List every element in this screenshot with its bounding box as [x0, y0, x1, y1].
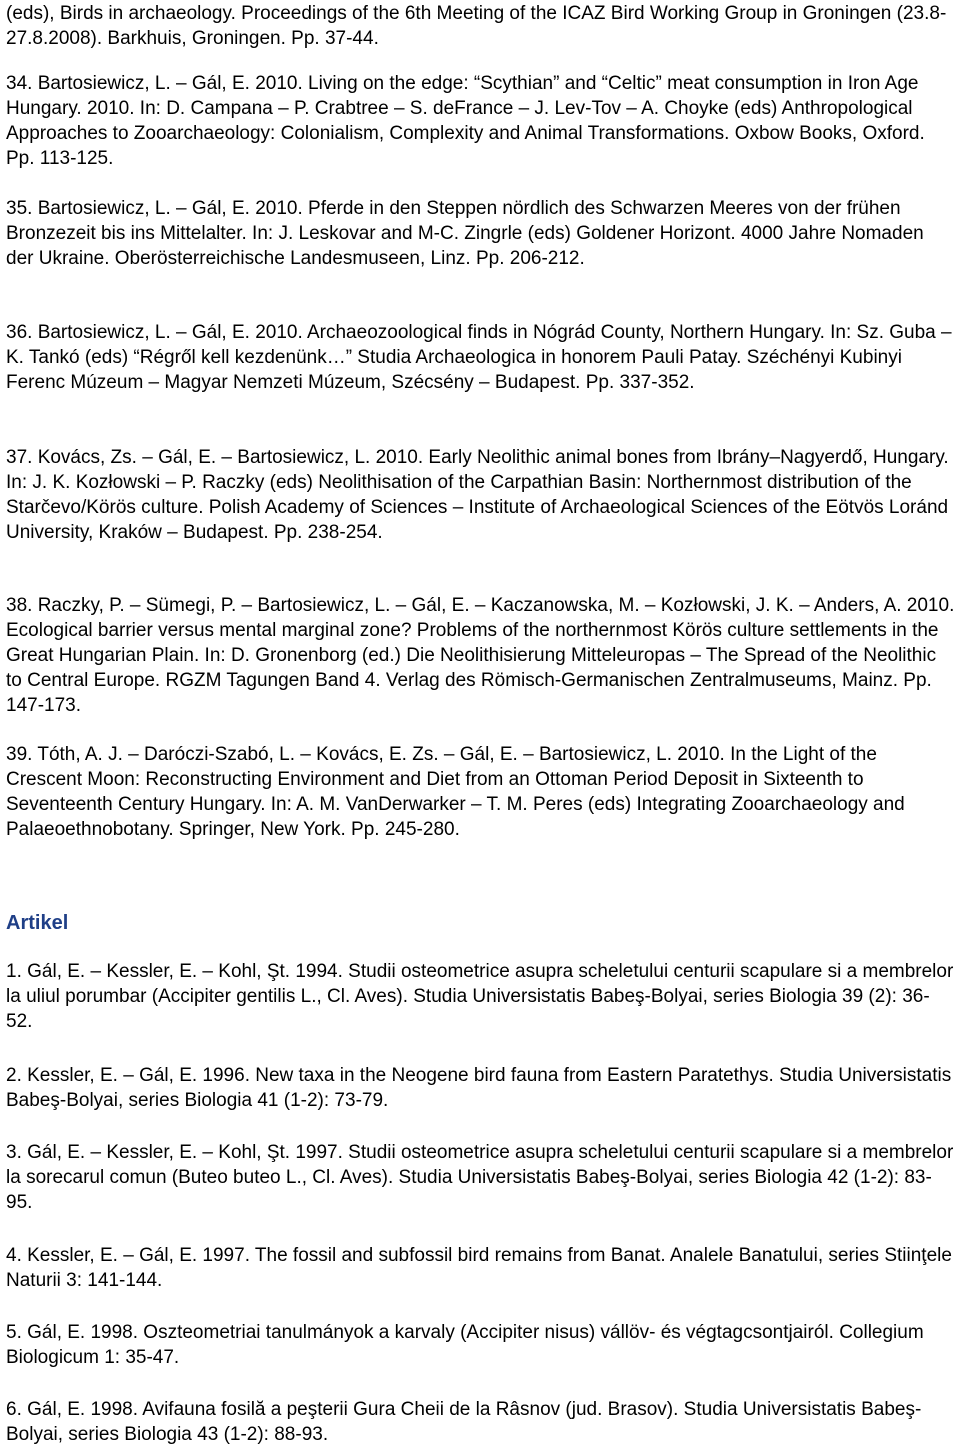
article-entry-4: 4. Kessler, E. – Gál, E. 1997. The fossil and subfossil bird remains from Banat. Analele Banatului, series Stiinţele Naturii 3: 141-144.: [6, 1245, 952, 1291]
article-entry-3: 3. Gál, E. – Kessler, E. – Kohl, Şt. 1997. Studii osteometrice asupra scheletului centurii scapulare si a membrelor la sorecarul comun (Buteo buteo L., Cl. Aves). Studia Universistatis Babeş-Bolyai, series Biologia 42 (1-2): 83-95.: [6, 1142, 954, 1213]
reference-entry-continued: (eds), Birds in archaeology. Proceedings of the 6th Meeting of the ICAZ Bird Working Group in Groningen (23.8-27.8.2008). Barkhuis, Groningen. Pp. 37-44.: [6, 3, 947, 49]
reference-entry-38: 38. Raczky, P. – Sümegi, P. – Bartosiewicz, L. – Gál, E. – Kaczanowska, M. – Kozłowski, J. K. – Anders, A. 2010. Ecological barrier versus mental marginal zone? Problems of the northernmost Körös culture settlements in the Great Hungarian Plain. In: D. Gronenborg (ed.) Die Neolithisierung Mitteleuropas – The Spread of the Neolithic to Central Europe. RGZM Tagungen Band 4. Verlag des Römisch-Germanischen Zentralmuseums, Mainz. Pp. 147-173.: [6, 595, 955, 716]
article-entry-1: 1. Gál, E. – Kessler, E. – Kohl, Şt. 1994. Studii osteometrice asupra scheletului centurii scapulare si a membrelor la uliul porumbar (Accipiter gentilis L., Cl. Aves). Studia Universistatis Babeş-Bolyai, series Biologia 39 (2): 36-52.: [6, 961, 954, 1032]
reference-entry-35: 35. Bartosiewicz, L. – Gál, E. 2010. Pferde in den Steppen nördlich des Schwarzen Meeres von der frühen Bronzezeit bis ins Mittelalter. In: J. Leskovar and M-C. Zingrle (eds) Goldener Horizont. 4000 Jahre Nomaden der Ukraine. Oberösterreichische Landesmuseen, Linz. Pp. 206-212.: [6, 198, 924, 269]
reference-entry-36: 36. Bartosiewicz, L. – Gál, E. 2010. Archaeozoological finds in Nógrád County, Northern Hungary. In: Sz. Guba – K. Tankó (eds) “Régről kell kezdenünk…” Studia Archaeologica in honorem Pauli Patay. Széchényi Kubinyi Ferenc Múzeum – Magyar Nemzeti Múzeum, Szécsény – Budapest. Pp. 337-352.: [6, 322, 952, 393]
reference-entry-39: 39. Tóth, A. J. – Daróczi-Szabó, L. – Kovács, E. Zs. – Gál, E. – Bartosiewicz, L. 2010. In the Light of the Crescent Moon: Reconstructing Environment and Diet from an Ottoman Period Deposit in Sixteenth to Seventeenth Century Hungary. In: A. M. VanDerwarker – T. M. Peres (eds) Integrating Zooarchaeology and Palaeoethnobotany. Springer, New York. Pp. 245-280.: [6, 744, 905, 840]
article-entry-6: 6. Gál, E. 1998. Avifauna fosilă a peşterii Gura Cheii de la Râsnov (jud. Brasov). Studia Universistatis Babeş-Bolyai, series Biologia 43 (1-2): 88-93.: [6, 1399, 922, 1445]
reference-entry-34: 34. Bartosiewicz, L. – Gál, E. 2010. Living on the edge: “Scythian” and “Celtic” meat consumption in Iron Age Hungary. 2010. In: D. Campana – P. Crabtree – S. deFrance – J. Lev-Tov – A. Choyke (eds) Anthropological Approaches to Zooarchaeology: Colonialism, Complexity and Animal Transformations. Oxbow Books, Oxford. Pp. 113-125.: [6, 73, 925, 169]
section-heading-artikel: Artikel: [6, 912, 69, 934]
article-entry-2: 2. Kessler, E. – Gál, E. 1996. New taxa in the Neogene bird fauna from Eastern Paratethys. Studia Universistatis Babeş-Bolyai, series Biologia 41 (1-2): 73-79.: [6, 1065, 952, 1111]
reference-entry-37: 37. Kovács, Zs. – Gál, E. – Bartosiewicz, L. 2010. Early Neolithic animal bones from Ibrány–Nagyerdő, Hungary. In: J. K. Kozłowski – P. Raczky (eds) Neolithisation of the Carpathian Basin: Northernmost distribution of the Starčevo/Körös culture. Polish Academy of Sciences – Institute of Archaeological Sciences of the Eötvös Loránd University, Kraków – Budapest. Pp. 238-254.: [6, 447, 949, 543]
article-entry-5: 5. Gál, E. 1998. Oszteometriai tanulmányok a karvaly (Accipiter nisus) vállöv- és végtagcsontjairól. Collegium Biologicum 1: 35-47.: [6, 1322, 924, 1368]
